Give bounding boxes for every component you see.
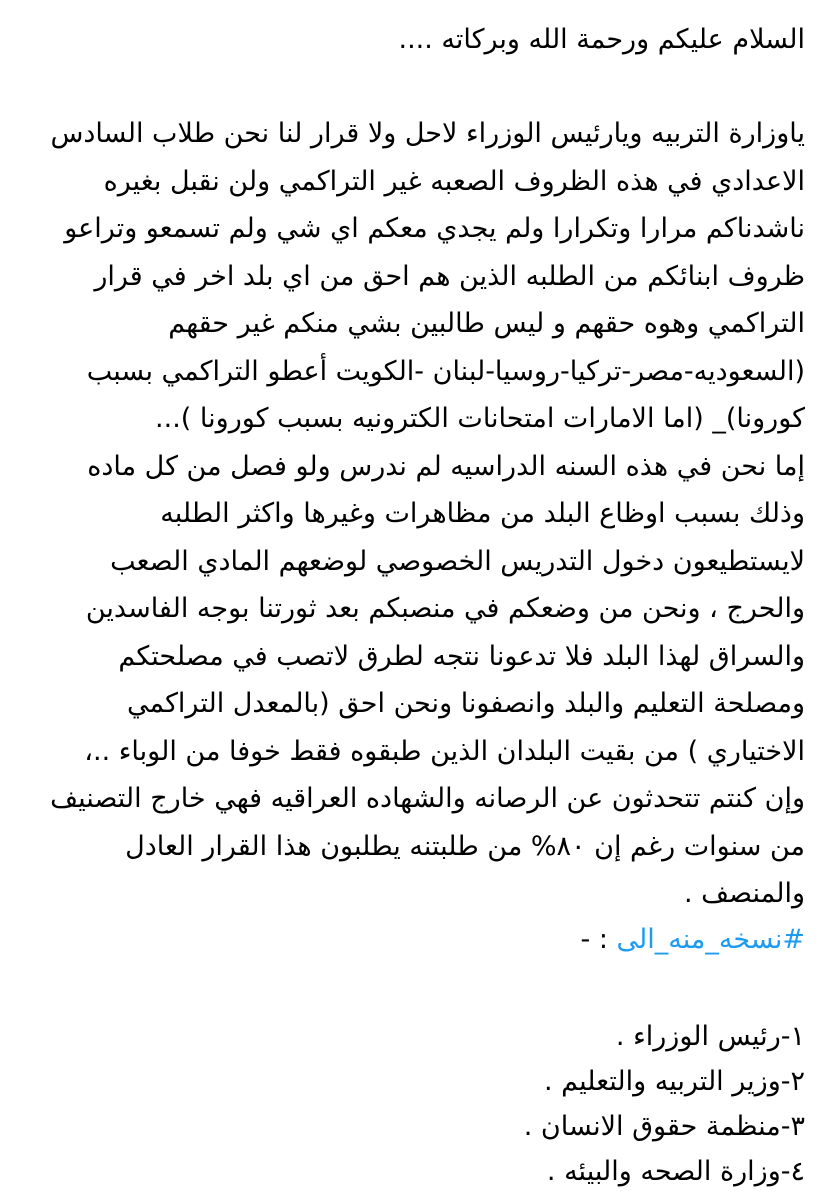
body-line: التراكمي وهوه حقهم و ليس طالبين بشي منكم غير حقهم — [168, 308, 805, 339]
post-text — [13, 20, 805, 1194]
body-line: وإن كنتم تتحدثون عن الرصانه والشهاده العراقيه فهي خارج التصنيف — [50, 783, 805, 814]
paragraph-spacer — [13, 962, 805, 1014]
body-line: والحرج ، ونحن من وضعكم في منصبكم بعد ثورتنا بوجه الفاسدين — [85, 593, 805, 624]
body-paragraph — [13, 110, 805, 918]
paragraph-spacer — [13, 60, 805, 110]
body-line: والمنصف . — [683, 878, 805, 909]
body-line: كورونا)_ (اما الامارات امتحانات الكترونيه بسبب كورونا )... — [155, 403, 805, 434]
body-line: الاختياري ) من بقيت البلدان الذين طبقوه فقط خوفا من الوباء ..، — [84, 735, 805, 767]
body-line: ياوزارة التربيه ويارئيس الوزراء لاحل ولا قرار لنا نحن طلاب السادس — [50, 118, 805, 149]
hashtag-row — [13, 918, 805, 962]
hashtag-suffix: : - — [580, 923, 617, 955]
recipients-list — [13, 1014, 805, 1194]
recipient-item: ٤-وزارة الصحه والبيئه . — [546, 1155, 805, 1187]
body-line: ناشدناكم مرارا وتكرارا ولم يجدي معكم اي شي ولم تسمعو وتراعو — [64, 213, 805, 244]
body-line: وذلك بسبب اوظاع البلد من مظاهرات وغيرها واكثر الطلبه — [160, 498, 805, 529]
greeting-line: السلام عليكم ورحمة الله وبركاته .... — [398, 24, 805, 55]
body-line: من سنوات رغم إن ٨٠% من طلبتنه يطلبون هذا القرار العادل — [125, 830, 805, 862]
body-line: ومصلحة التعليم والبلد وانصفونا ونحن احق (بالمعدل التراكمي — [126, 688, 805, 719]
body-line: والسراق لهذا البلد فلا تدعونا نتجه لطرق لاتصب في مصلحتكم — [118, 640, 805, 672]
recipient-item: ٣-منظمة حقوق الانسان . — [523, 1110, 805, 1142]
body-line: إما نحن في هذه السنه الدراسيه لم ندرس ولو فصل من كل ماده — [87, 450, 805, 482]
body-line: ظروف ابنائكم من الطلبه الذين هم احق من اي بلد اخر في قرار — [94, 260, 805, 292]
body-line: (السعوديه-مصر-تركيا-روسيا-لبنان -الكويت أعطو التراكمي بسبب — [86, 355, 805, 387]
hashtag-link[interactable]: #نسخه_منه_الى — [616, 923, 805, 955]
recipient-item: ١-رئيس الوزراء . — [615, 1020, 805, 1052]
body-line: لايستطيعون دخول التدريس الخصوصي لوضعهم المادي الصعب — [110, 545, 805, 577]
recipient-item: ٢-وزير التربيه والتعليم . — [544, 1065, 805, 1097]
body-line: الاعدادي في هذه الظروف الصعبه غير التراكمي ولن نقبل بغيره — [103, 165, 805, 197]
